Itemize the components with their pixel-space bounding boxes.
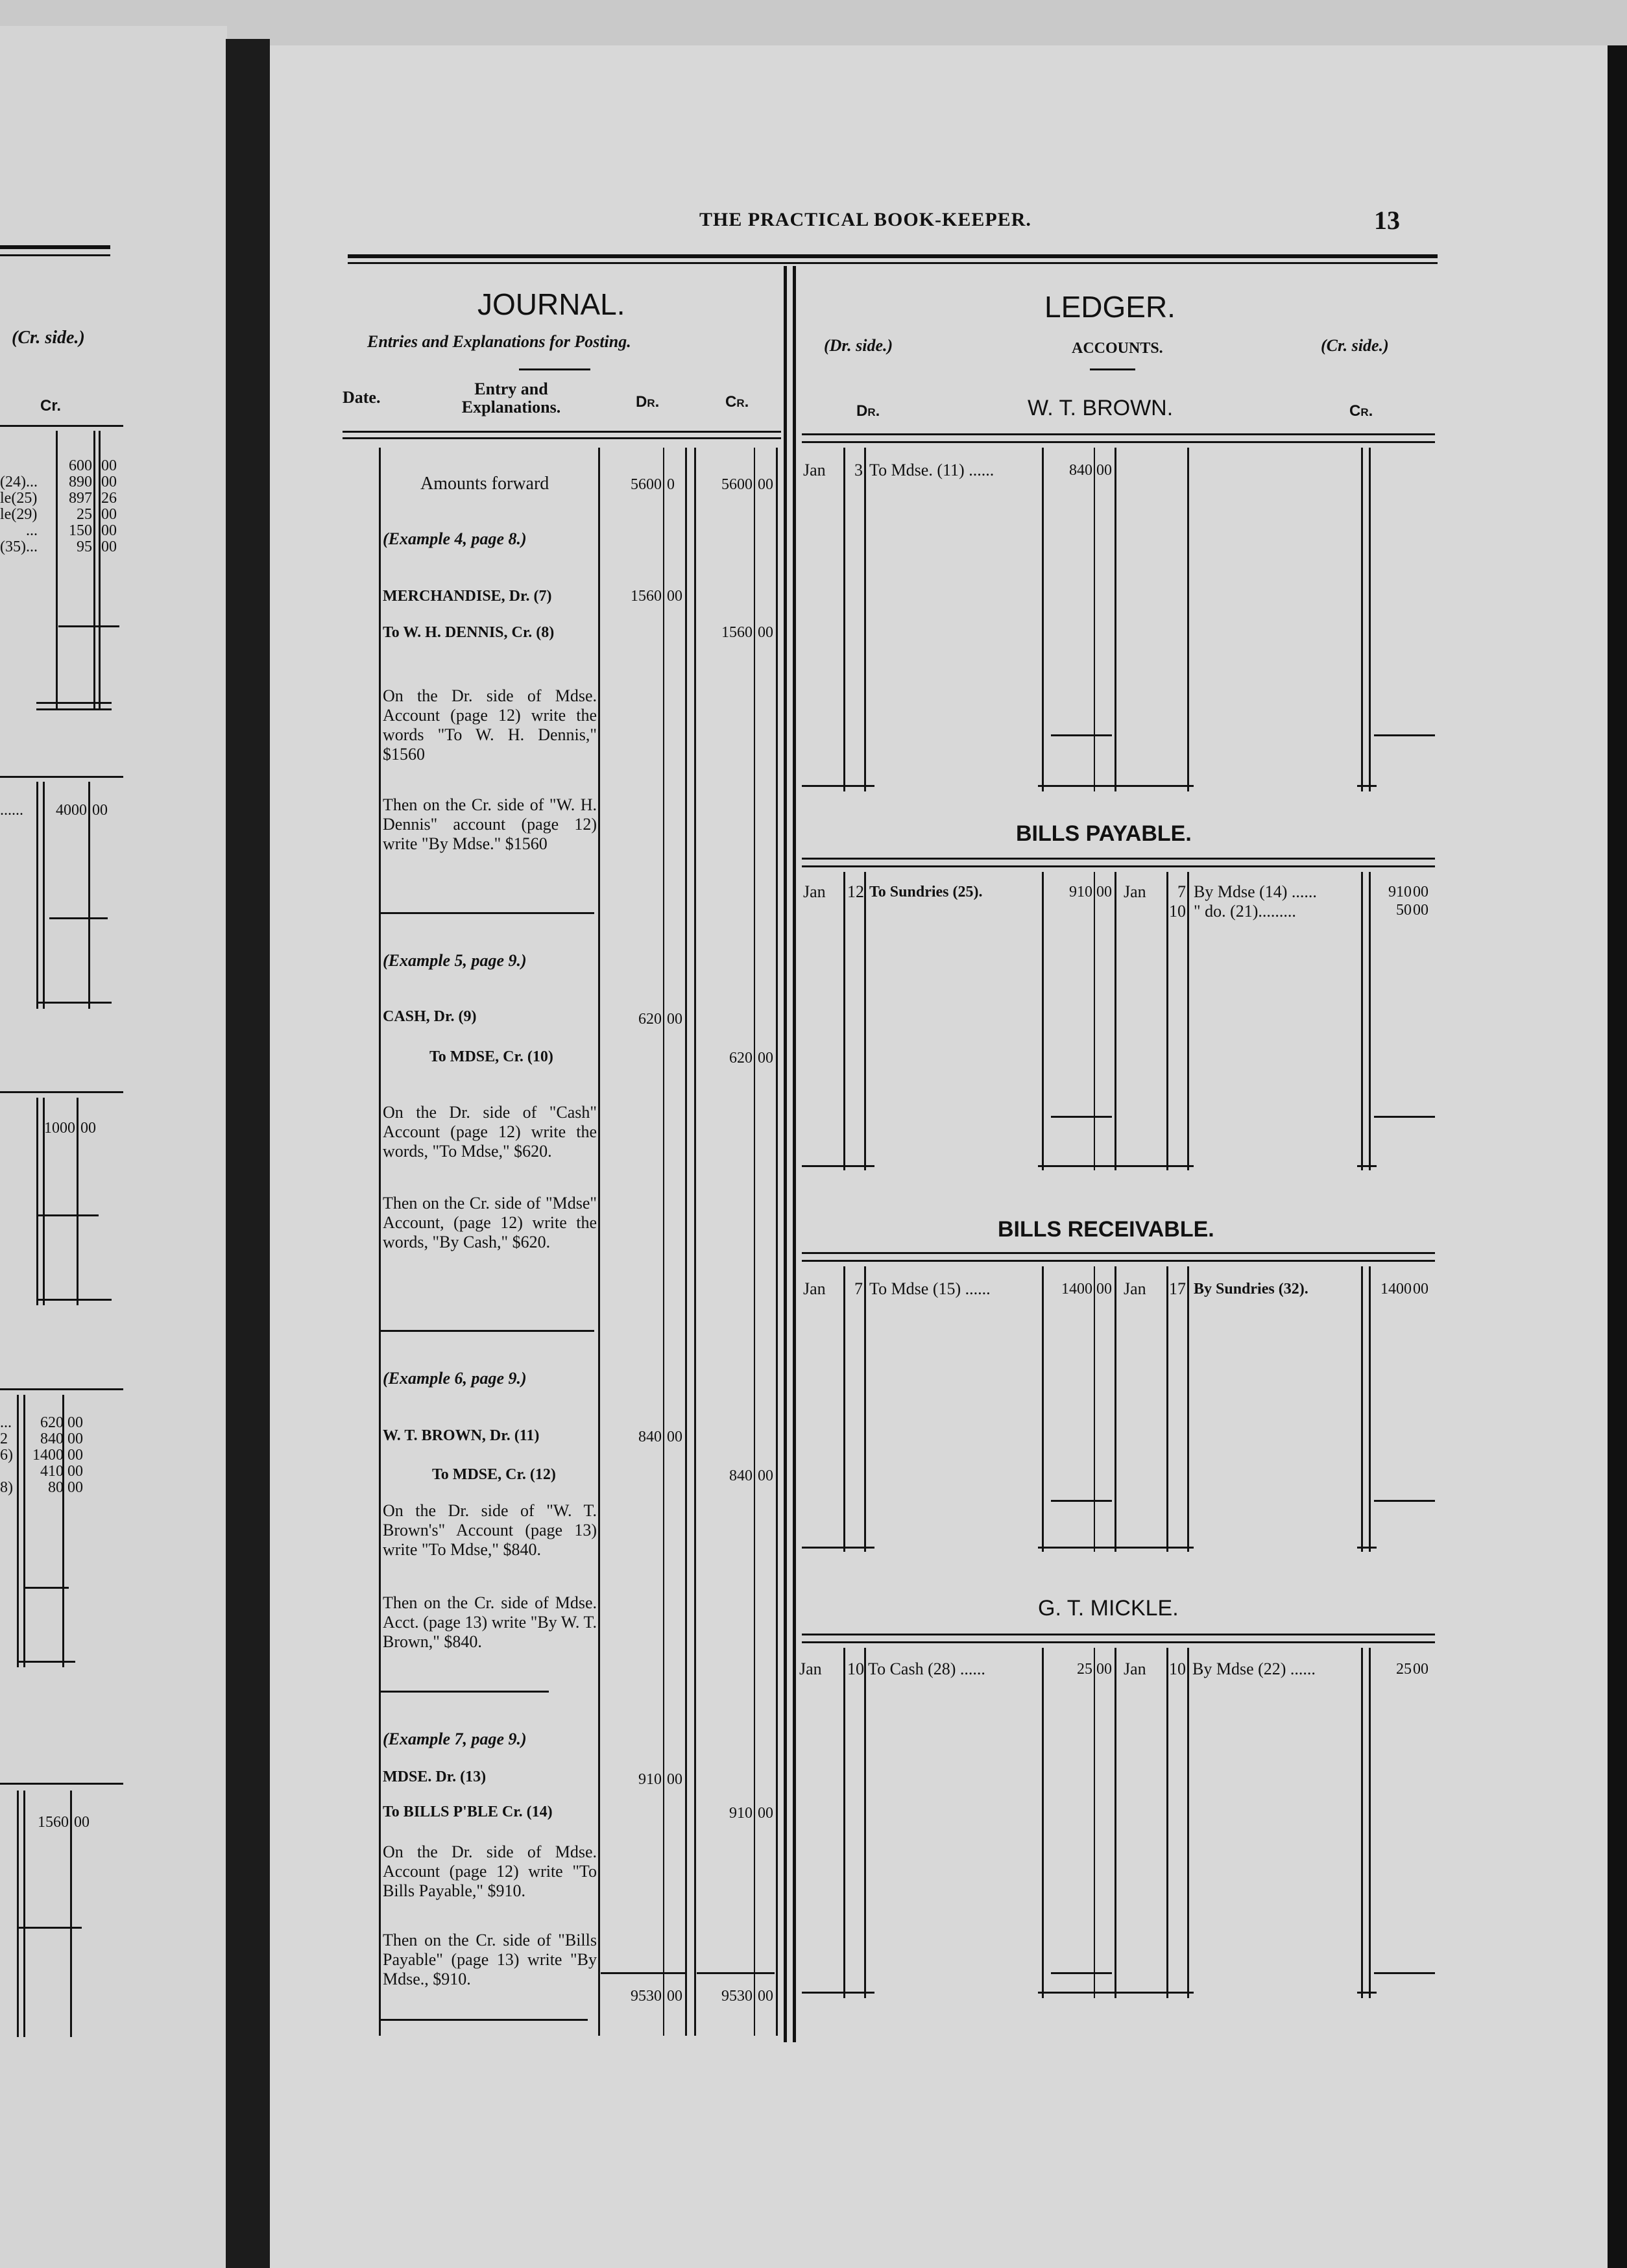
e7-explanation-2: Then on the Cr. side of "Bills Payable" (page 13) write "By Mdse., $910. bbox=[383, 1931, 597, 1988]
left-cr-side: (Cr. side.) bbox=[12, 328, 85, 348]
e7-explanation-1: On the Dr. side of Mdse. Account (page 12) write "To Bills Payable," $910. bbox=[383, 1842, 597, 1900]
book-spine bbox=[226, 39, 270, 2268]
journal-subtitle: Entries and Explanations for Posting. bbox=[367, 332, 631, 351]
journal-col-cr: Cr. bbox=[725, 393, 749, 411]
account-bills-receivable-name: BILLS RECEIVABLE. bbox=[998, 1217, 1214, 1242]
e6-explanation-2: Then on the Cr. side of Mdse. Acct. (page 13) write "By W. T. Brown," $840. bbox=[383, 1593, 597, 1651]
e7-debit-entry: MDSE. Dr. (13) bbox=[383, 1768, 487, 1785]
running-head: THE PRACTICAL BOOK-KEEPER. bbox=[699, 209, 1031, 230]
e5-explanation-1: On the Dr. side of "Cash" Account (page 12) write the words, "To Mdse," $620. bbox=[383, 1103, 597, 1161]
account-mickle-name: G. T. MICKLE. bbox=[1038, 1596, 1179, 1621]
amounts-forward-label: Amounts forward bbox=[420, 474, 549, 494]
e4-credit-entry: To W. H. DENNIS, Cr. (8) bbox=[383, 624, 555, 641]
facing-page bbox=[0, 26, 227, 2268]
journal-title: JOURNAL. bbox=[477, 287, 625, 321]
left-cr-label: Cr. bbox=[40, 397, 62, 415]
journal-col-entry: Entry and Explanations. bbox=[461, 380, 561, 416]
e4-explanation-1: On the Dr. side of Mdse. Account (page 12) write the words "To W. H. Dennis," $1560 bbox=[383, 686, 597, 764]
e5-credit-entry: To MDSE, Cr. (10) bbox=[429, 1048, 553, 1065]
ledger-cr-side: (Cr. side.) bbox=[1321, 336, 1389, 355]
account-brown-name: W. T. BROWN. bbox=[1028, 396, 1174, 420]
journal-total-cr: 9530 bbox=[721, 1988, 753, 2005]
ledger-dr-side: (Dr. side.) bbox=[824, 336, 893, 355]
account-bills-payable-name: BILLS PAYABLE. bbox=[1016, 821, 1192, 846]
e6-explanation-1: On the Dr. side of "W. T. Brown's" Account (page 13) write "To Mdse," $840. bbox=[383, 1501, 597, 1559]
page-number: 13 bbox=[1374, 206, 1400, 235]
e5-debit-entry: CASH, Dr. (9) bbox=[383, 1008, 477, 1025]
e6-debit-entry: W. T. BROWN, Dr. (11) bbox=[383, 1427, 540, 1444]
example-6-heading: (Example 6, page 9.) bbox=[383, 1369, 527, 1388]
e4-debit-entry: MERCHANDISE, Dr. (7) bbox=[383, 588, 552, 605]
e4-explanation-2: Then on the Cr. side of "W. H. Dennis" account (page 12) write "By Mdse." $1560 bbox=[383, 795, 597, 853]
e6-credit-entry: To MDSE, Cr. (12) bbox=[432, 1466, 556, 1483]
e5-explanation-2: Then on the Cr. side of "Mdse" Account, (page 12) write the words, "By Cash," $620. bbox=[383, 1194, 597, 1251]
journal-col-date: Date. bbox=[343, 388, 381, 407]
center-divider bbox=[784, 266, 787, 2042]
example-7-heading: (Example 7, page 9.) bbox=[383, 1730, 527, 1748]
page-edge bbox=[1608, 45, 1627, 2268]
e7-credit-entry: To BILLS P'BLE Cr. (14) bbox=[383, 1804, 553, 1820]
ledger-title: LEDGER. bbox=[1044, 290, 1175, 324]
example-4-heading: (Example 4, page 8.) bbox=[383, 529, 527, 548]
journal-total-dr: 9530 bbox=[631, 1988, 662, 2005]
journal-col-dr: Dr. bbox=[636, 393, 660, 411]
header-rule bbox=[348, 254, 1438, 258]
ledger-accounts-label: ACCOUNTS. bbox=[1072, 340, 1163, 357]
example-5-heading: (Example 5, page 9.) bbox=[383, 951, 527, 970]
